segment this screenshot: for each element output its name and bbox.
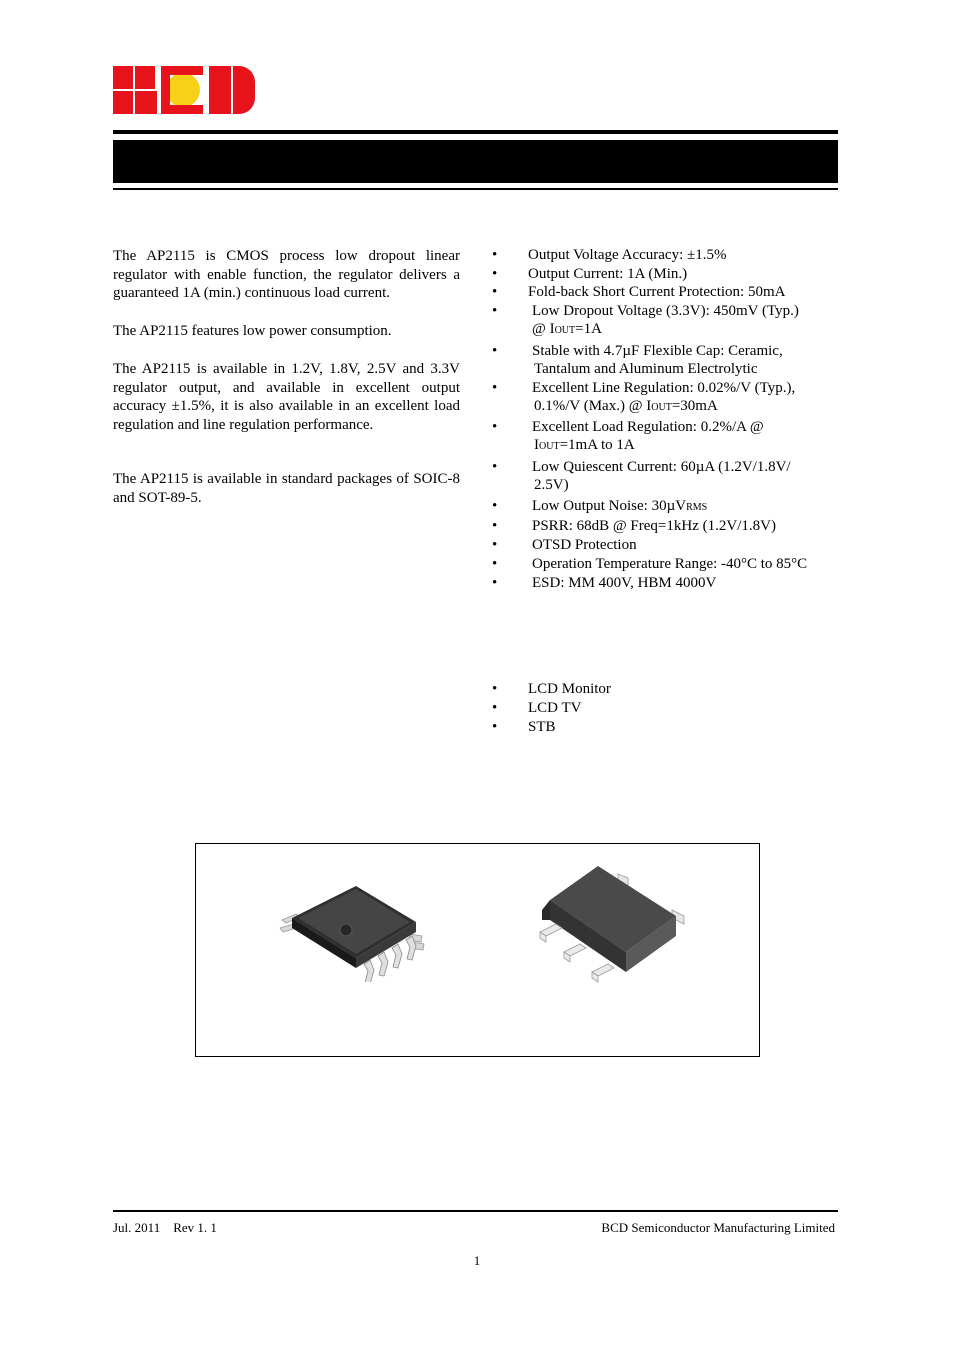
- feature-item: • Low Output Noise: 30µVRMS: [492, 497, 708, 514]
- feature-item: • ESD: MM 400V, HBM 4000V: [492, 574, 717, 591]
- feature-item: • PSRR: 68dB @ Freq=1kHz (1.2V/1.8V): [492, 518, 776, 534]
- application-item: • LCD TV: [492, 699, 582, 716]
- footer-company: BCD Semiconductor Manufacturing Limited: [601, 1220, 835, 1235]
- features-list: [492, 246, 807, 592]
- footer-date-revision: Jul. 2011 Rev 1. 1: [113, 1220, 217, 1235]
- title-bar-underline: [113, 188, 838, 190]
- feature-item: • Excellent Load Regulation: 0.2%/A @ IOUT=1mA to 1A: [492, 418, 764, 453]
- feature-item: • OTSD Protection: [492, 536, 637, 553]
- application-item: • LCD Monitor: [492, 681, 611, 697]
- feature-item: • Fold-back Short Current Protection: 50mA: [492, 284, 786, 300]
- feature-item: • Output Voltage Accuracy: ±1.5%: [492, 247, 727, 263]
- footer-rule: [113, 1210, 838, 1212]
- application-item: • STB: [492, 719, 556, 735]
- title-bar: [113, 140, 838, 183]
- feature-item: • Stable with 4.7µF Flexible Cap: Ceramic, Tantalum and Aluminum Electrolytic: [492, 342, 783, 377]
- header-rule: [113, 130, 838, 134]
- sot-89-5-package-icon: [536, 860, 696, 992]
- description-paragraph-2: The AP2115 features low power consumption.: [113, 323, 392, 339]
- description-paragraph-3: The AP2115 is available in 1.2V, 1.8V, 2.5V and 3.3V regulator output, and available in excellent output accuracy ±1.5%, it is also available in an excellent load regulation and line regulation performance.: [113, 361, 460, 433]
- feature-item: • Excellent Line Regulation: 0.02%/V (Typ.), 0.1%/V (Max.) @ IOUT=30mA: [492, 379, 796, 414]
- feature-item: • Low Quiescent Current: 60µA (1.2V/1.8V/ 2.5V): [492, 458, 791, 493]
- page-number: 1: [473, 1253, 481, 1268]
- feature-item: • Low Dropout Voltage (3.3V): 450mV (Typ.) @ IOUT=1A: [492, 302, 799, 337]
- package-images-box: [195, 843, 760, 1057]
- description-paragraph-1: The AP2115 is CMOS process low dropout linear regulator with enable function, the regulator delivers a guaranteed 1A (min.) continuous load current.: [113, 248, 460, 301]
- soic-8-package-icon: [278, 872, 428, 982]
- description-paragraph-4: The AP2115 is available in standard packages of SOIC-8 and SOT-89-5.: [113, 471, 460, 506]
- bcd-logo: [113, 64, 255, 116]
- feature-item: • Operation Temperature Range: -40°C to 85°C: [492, 556, 808, 572]
- feature-item: • Output Current: 1A (Min.): [492, 265, 688, 282]
- applications-list: [492, 680, 611, 737]
